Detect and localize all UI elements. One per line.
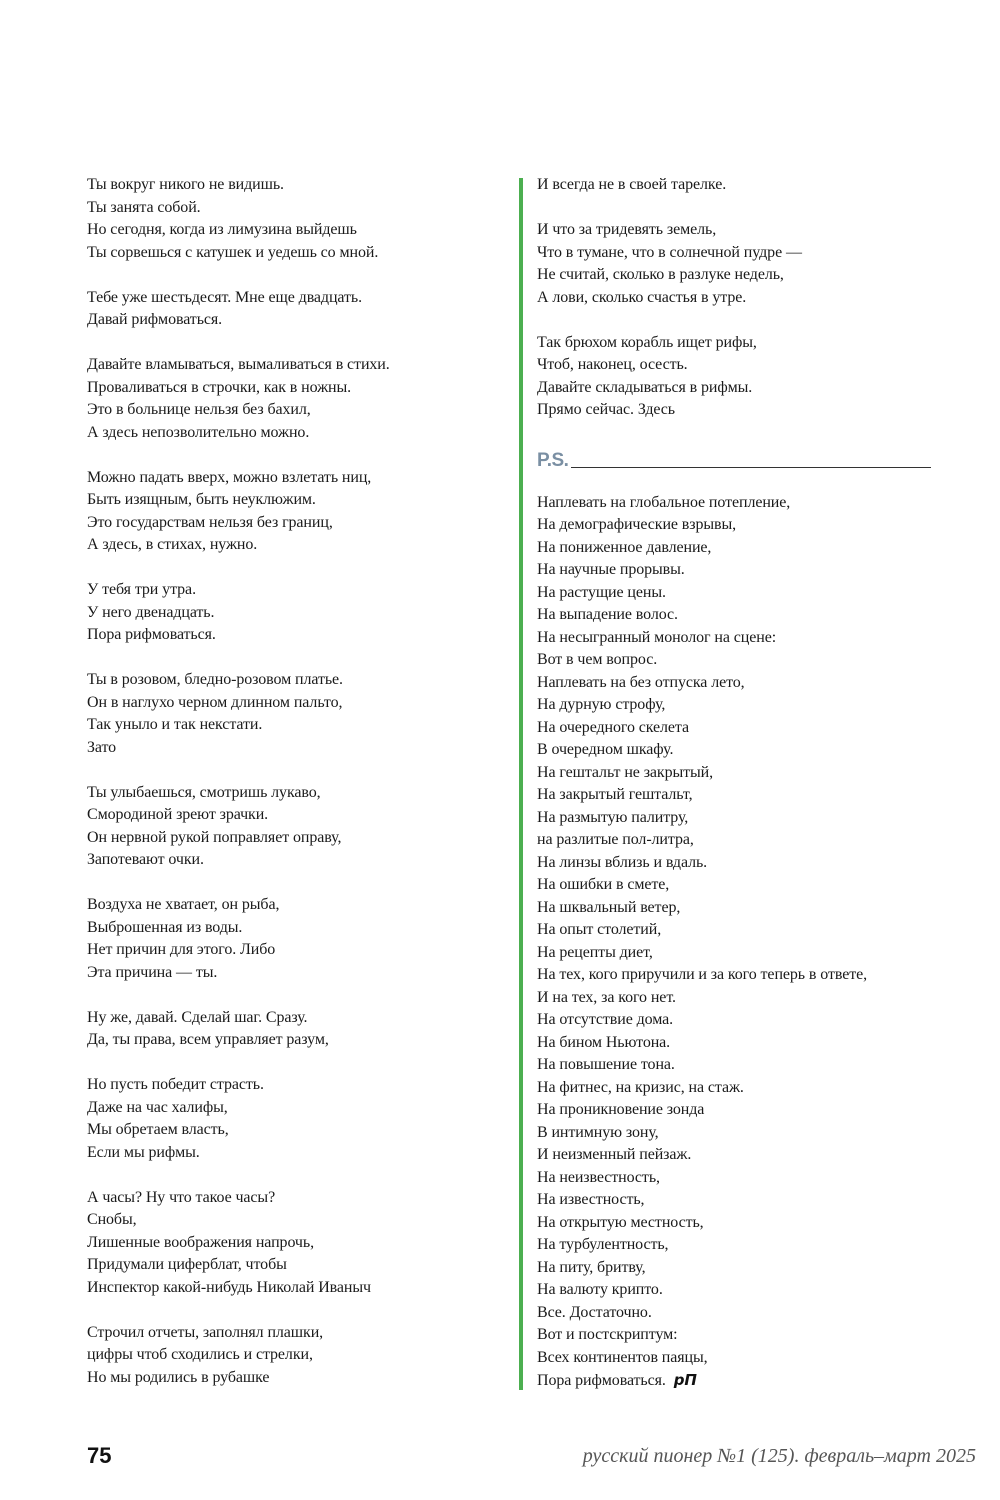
poem-line (537, 1167, 937, 1190)
poem-line (537, 739, 937, 762)
poem-line-text: Пора рифмоваться. (537, 1372, 666, 1389)
poem-line: Проваливаться в строчки, как в ножны. (87, 378, 352, 396)
poem-line-text: Всех континентов паяцы, (537, 1348, 708, 1366)
poem-line-text: На линзы вблизь и вдаль. (537, 853, 708, 871)
poem-line-text: На опыт столетий, (537, 921, 662, 938)
poem-line-text: Вот в чем вопрос. (537, 651, 658, 668)
poem-line: А часы? Ну что такое часы? (87, 1188, 276, 1206)
poem-line: У него двенадцать. (87, 603, 215, 621)
poem-line (537, 964, 937, 987)
poem-line (537, 852, 937, 875)
poem-line-text: На проникновение зонда (537, 1101, 705, 1118)
poem-line-text: И неизменный пейзаж. (537, 1146, 692, 1163)
poem-line-text: На ошибки в смете, (537, 876, 670, 893)
poem-line (537, 1279, 937, 1302)
stanza (87, 669, 497, 759)
poem-line (537, 1347, 937, 1370)
poem-line-text: На научные прорывы. (537, 561, 685, 578)
poem-line: Но сегодня, когда из лимузина выйдешь (87, 221, 357, 238)
poem-line (537, 582, 937, 605)
poem-line: Давайте складываться в рифмы. (537, 378, 753, 396)
poem-line-text: На турбулентность, (537, 1236, 669, 1253)
poem-line: Лишенные воображения напрочь, (87, 1233, 314, 1251)
poem-line-text: На демографические взрывы, (537, 516, 737, 533)
poem-line-text: Наплевать на без отпуска лето, (537, 673, 745, 691)
poem-line: Давайте вламываться, вымаливаться в стихи. (87, 356, 390, 373)
poem-line-text: На растущие цены. (537, 583, 666, 601)
poem-line: А здесь непозволительно можно. (87, 423, 310, 441)
poem-line-text: На выпадение волос. (537, 606, 678, 623)
poem-line (537, 1099, 937, 1122)
ps-poem (537, 492, 937, 1393)
poem-line: Даже на час халифы, (87, 1098, 228, 1116)
poem-line: И что за тридевять земель, (537, 221, 717, 238)
poem-line (537, 919, 937, 942)
poem-line: А лови, сколько счастья в утре. (537, 288, 747, 306)
poem-line (537, 987, 937, 1010)
stanza (537, 219, 937, 309)
poem-line: Инспектор какой-нибудь Николай Иваныч (87, 1278, 371, 1296)
poem-line (537, 897, 937, 920)
poem-line: Да, ты права, всем управляет разум, (87, 1031, 329, 1048)
poem-line-text: На гештальт не закрытый, (537, 763, 714, 781)
right-column (537, 174, 937, 1393)
poem-line-text: В очередном шкафу. (537, 741, 674, 758)
poem-line (537, 807, 937, 830)
poem-line-text: На фитнес, на кризис, на стаж. (537, 1078, 744, 1096)
poem-line: цифры чтоб сходились и стрелки, (87, 1346, 313, 1363)
poem-line: Можно падать вверх, можно взлетать ниц, (87, 468, 372, 486)
poem-line (537, 1077, 937, 1100)
poem-line: Нет причин для этого. Либо (87, 941, 276, 958)
poem-line-text: на разлитые пол-литра, (537, 831, 694, 848)
poem-line (537, 1302, 937, 1325)
poem-line: А здесь, в стихах, нужно. (87, 536, 258, 553)
poem-line: Выброшенная из воды. (87, 918, 243, 936)
poem-line (537, 627, 937, 650)
poem-line: Ты вокруг никого не видишь. (87, 176, 284, 193)
poem-line-text: Все. Достаточно. (537, 1303, 652, 1321)
poem-line: Воздуха не хватает, он рыба, (87, 896, 280, 913)
poem-line: Что в тумане, что в солнечной пудре — (537, 243, 802, 261)
poem-line (537, 559, 937, 582)
poem-line: Тебе уже шестьдесят. Мне еще двадцать. (87, 288, 363, 306)
poem-line-text: Вот и постскриптум: (537, 1326, 678, 1343)
poem-line (537, 1144, 937, 1167)
poem-line-text: На размытую палитру, (537, 808, 689, 826)
poem-line (537, 604, 937, 627)
poem-line-text: На открытую местность, (537, 1213, 704, 1231)
poem-line (537, 1189, 937, 1212)
poem-line (537, 784, 937, 807)
poem-line-text: В интимную зону, (537, 1123, 659, 1141)
poem-line-text: На несыгранный монолог на сцене: (537, 628, 777, 646)
poem-line: Эта причина — ты. (87, 963, 218, 981)
poem-line-text: На шквальный ветер, (537, 898, 681, 916)
poem-line (537, 762, 937, 785)
poem-line (537, 1234, 937, 1257)
stanza (87, 1007, 497, 1052)
poem-line: Снобы, (87, 1211, 137, 1228)
poem-line: Прямо сейчас. Здесь (537, 401, 676, 418)
poem-line: И всегда не в своей тарелке. (537, 176, 727, 193)
poem-line: Ты сорвешься с катушек и уедешь со мной. (87, 243, 379, 261)
page-number: 75 (87, 1443, 112, 1468)
poem-line (537, 672, 937, 695)
stanza (87, 1187, 497, 1300)
poem-line-text: На тех, кого приручили и за кого теперь в ответе, (537, 966, 867, 983)
poem-line: Ну же, давай. Сделай шаг. Сразу. (87, 1008, 308, 1026)
poem-line (537, 694, 937, 717)
poem-line: Запотевают очки. (87, 851, 204, 868)
stanza (87, 467, 497, 557)
poem-line (537, 514, 937, 537)
ps-header (537, 440, 937, 470)
poem-line: Он в наглухо черном длинном пальто, (87, 693, 343, 711)
poem-line (537, 1369, 937, 1393)
poem-line (537, 1009, 937, 1032)
poem-line: Это в больнице нельзя без бахил, (87, 401, 311, 418)
poem-line-text: На неизвестность, (537, 1168, 660, 1186)
poem-line (537, 1122, 937, 1145)
poem-line: Давай рифмоваться. (87, 311, 223, 328)
magazine-footer: русский пионер №1 (125). февраль–март 2025 (582, 1445, 976, 1467)
stanza (87, 174, 497, 264)
poem-line-text: На отсутствие дома. (537, 1011, 674, 1028)
ps-label: P.S. (537, 449, 569, 471)
poem-line (537, 829, 937, 852)
poem-line (537, 492, 937, 515)
left-column (87, 174, 497, 1389)
poem-line: Ты улыбаешься, смотришь лукаво, (87, 783, 321, 801)
stanza (87, 894, 497, 984)
poem-line: Зато (87, 738, 117, 756)
poem-line-text: На дурную строфу, (537, 696, 666, 713)
poem-line (537, 649, 937, 672)
poem-line (537, 1324, 937, 1347)
stanza (87, 287, 497, 332)
poem-line: Строчил отчеты, заполнял плашки, (87, 1323, 324, 1341)
poem-line: У тебя три утра. (87, 581, 196, 598)
poem-line: Смородиной зреют зрачки. (87, 806, 269, 823)
stanza (87, 579, 497, 647)
poem-line: Это государствам нельзя без границ, (87, 513, 333, 531)
poem-line-text: На рецепты диет, (537, 943, 653, 961)
poem-line: Но мы родились в рубашке (87, 1368, 270, 1386)
poem-line: Придумали циферблат, чтобы (87, 1256, 287, 1273)
poem-line-text: На валюту крипто. (537, 1281, 663, 1298)
poem-line (537, 1032, 937, 1055)
stanza (537, 174, 937, 197)
stanza (87, 354, 497, 444)
poem-line-text: На известность, (537, 1191, 645, 1208)
poem-line: Он нервной рукой поправляет оправу, (87, 828, 342, 846)
poem-line: Чтоб, наконец, осесть. (537, 356, 688, 373)
poem-line: Не считай, сколько в разлуке недель, (537, 266, 784, 283)
poem-line-text: На питу, бритву, (537, 1258, 646, 1276)
poem-line: Так брюхом корабль ищет рифы, (537, 333, 757, 351)
poem-line: Мы обретаем власть, (87, 1121, 229, 1138)
poem-line-text: И на тех, за кого нет. (537, 988, 676, 1006)
poem-line (537, 1212, 937, 1235)
end-mark-icon: рП (673, 1371, 697, 1389)
poem-line-text: Наплевать на глобальное потепление, (537, 493, 791, 511)
right-stanzas (537, 174, 937, 422)
poem-line-text: На очередного скелета (537, 718, 690, 736)
poem-line-text: На бином Ньютона. (537, 1033, 671, 1051)
stanza (87, 1074, 497, 1164)
ps-rule (571, 467, 931, 468)
poem-line: Если мы рифмы. (87, 1143, 200, 1161)
poem-line: Быть изящным, быть неуклюжим. (87, 491, 316, 508)
poem-line: Ты в розовом, бледно-розовом платье. (87, 671, 343, 688)
accent-bar (519, 178, 523, 1390)
poem-line-text: На закрытый гештальт, (537, 786, 693, 803)
poem-line: Так уныло и так некстати. (87, 716, 263, 733)
poem-line: Ты занята собой. (87, 198, 201, 216)
poem-line (537, 537, 937, 560)
poem-line (537, 942, 937, 965)
poem-line: Пора рифмоваться. (87, 626, 216, 643)
poem-line (537, 1054, 937, 1077)
poem-line: Но пусть победит страсть. (87, 1076, 264, 1093)
poem-line (537, 1257, 937, 1280)
stanza (87, 1322, 497, 1390)
poem-line-text: На пониженное давление, (537, 538, 712, 556)
poem-line (537, 874, 937, 897)
poem-line (537, 717, 937, 740)
poem-line-text: На повышение тона. (537, 1056, 675, 1073)
stanza (537, 332, 937, 422)
stanza (87, 782, 497, 872)
